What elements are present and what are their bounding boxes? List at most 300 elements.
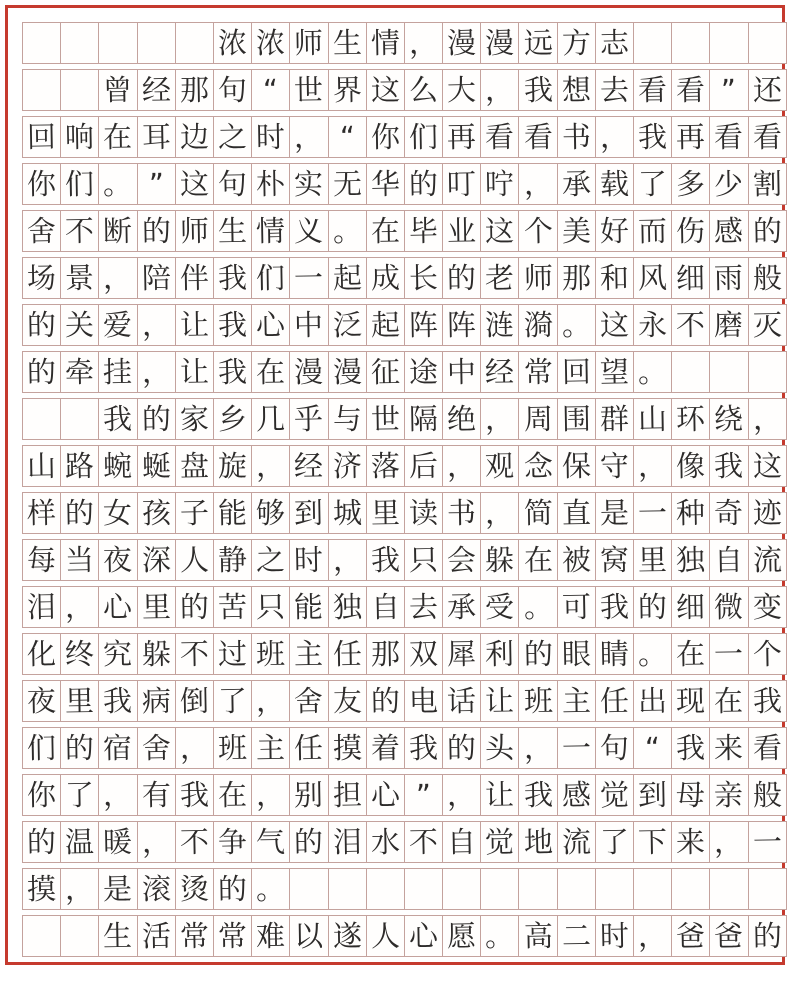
handwritten-character: 是 bbox=[103, 871, 133, 907]
handwritten-character: 流 bbox=[752, 542, 782, 578]
grid-cell bbox=[480, 352, 518, 392]
grid-cell bbox=[213, 775, 251, 815]
handwritten-character: 常 bbox=[217, 918, 248, 954]
handwritten-character: ” bbox=[415, 777, 432, 813]
handwritten-character: “ bbox=[644, 730, 661, 766]
text-row bbox=[22, 868, 787, 910]
handwritten-character: 不 bbox=[64, 213, 95, 249]
handwritten-character: 保 bbox=[561, 448, 592, 484]
grid-cell bbox=[709, 352, 747, 392]
grid-cell bbox=[595, 493, 633, 533]
handwritten-character: 愿 bbox=[446, 918, 477, 954]
handwritten-character: 舍 bbox=[141, 730, 171, 766]
grid-cell bbox=[633, 352, 671, 392]
handwritten-character: 去 bbox=[599, 72, 630, 108]
grid-cell bbox=[289, 164, 327, 204]
grid-cell bbox=[709, 117, 747, 157]
grid-cell bbox=[518, 634, 556, 674]
handwritten-character: 漫 bbox=[446, 25, 477, 61]
grid-cell bbox=[748, 775, 786, 815]
grid-cell bbox=[557, 352, 595, 392]
handwritten-character: ， bbox=[599, 119, 630, 155]
handwritten-character: 的 bbox=[26, 824, 57, 860]
grid-cell bbox=[366, 164, 404, 204]
handwritten-character: 看 bbox=[714, 119, 744, 155]
grid-cell bbox=[328, 117, 366, 157]
grid-cell bbox=[328, 258, 366, 298]
handwritten-character: 句 bbox=[217, 166, 248, 202]
grid-cell bbox=[671, 352, 709, 392]
grid-cell bbox=[518, 399, 556, 439]
handwritten-character: 被 bbox=[561, 542, 592, 578]
text-row bbox=[22, 774, 787, 816]
handwritten-character: 群 bbox=[599, 401, 630, 437]
grid-cell bbox=[404, 446, 442, 486]
handwritten-character: 的 bbox=[64, 495, 95, 531]
handwritten-character: 觉 bbox=[485, 824, 515, 860]
handwritten-character: 业 bbox=[446, 213, 477, 249]
grid-cell bbox=[633, 23, 671, 63]
grid-cell bbox=[442, 117, 480, 157]
handwritten-character: 我 bbox=[523, 777, 553, 813]
grid-cell bbox=[480, 258, 518, 298]
handwritten-character: 在 bbox=[255, 354, 286, 390]
grid-cell bbox=[137, 775, 175, 815]
handwritten-character: 自 bbox=[370, 589, 401, 625]
grid-cell bbox=[213, 23, 251, 63]
grid-cell bbox=[480, 540, 518, 580]
handwritten-character: 只 bbox=[408, 542, 439, 578]
grid-cell bbox=[213, 211, 251, 251]
grid-cell bbox=[23, 634, 60, 674]
handwritten-character: ， bbox=[523, 166, 553, 202]
handwritten-character: 我 bbox=[408, 730, 439, 766]
handwritten-character: 爸 bbox=[675, 918, 706, 954]
handwritten-character: 常 bbox=[179, 918, 210, 954]
grid-cell bbox=[671, 258, 709, 298]
handwritten-character: 而 bbox=[637, 213, 668, 249]
handwritten-character: 我 bbox=[179, 777, 210, 813]
grid-cell bbox=[557, 23, 595, 63]
handwritten-character: 你 bbox=[26, 777, 57, 813]
handwritten-character: 那 bbox=[561, 260, 592, 296]
handwritten-character: 睛 bbox=[599, 636, 630, 672]
grid-cell bbox=[671, 822, 709, 862]
handwritten-character: 经 bbox=[485, 354, 515, 390]
handwritten-character: 再 bbox=[675, 119, 706, 155]
grid-cell bbox=[633, 916, 671, 956]
grid-cell bbox=[518, 164, 556, 204]
handwritten-character: 乡 bbox=[217, 401, 248, 437]
grid-cell bbox=[60, 399, 98, 439]
grid-cell bbox=[60, 23, 98, 63]
grid-cell bbox=[404, 775, 442, 815]
handwritten-character: 简 bbox=[523, 495, 553, 531]
handwritten-character: 亲 bbox=[714, 777, 744, 813]
grid-cell bbox=[23, 211, 60, 251]
grid-cell bbox=[480, 164, 518, 204]
grid-cell bbox=[518, 70, 556, 110]
grid-cell bbox=[404, 211, 442, 251]
grid-cell bbox=[748, 493, 786, 533]
handwritten-character: 心 bbox=[408, 918, 439, 954]
handwritten-character: 到 bbox=[637, 777, 668, 813]
handwritten-character: 让 bbox=[485, 777, 515, 813]
handwritten-character: 中 bbox=[294, 307, 324, 343]
handwritten-character: 里 bbox=[64, 683, 95, 719]
handwritten-character: “ bbox=[262, 72, 279, 108]
handwritten-character: 人 bbox=[179, 542, 210, 578]
handwritten-character: 不 bbox=[179, 824, 210, 860]
handwritten-character: 种 bbox=[675, 495, 706, 531]
grid-cell bbox=[518, 117, 556, 157]
handwritten-character: 个 bbox=[752, 636, 782, 672]
handwritten-character: 细 bbox=[675, 260, 706, 296]
handwritten-character: 我 bbox=[370, 542, 401, 578]
handwritten-character: 眼 bbox=[561, 636, 592, 672]
handwritten-character: 深 bbox=[141, 542, 171, 578]
handwritten-character: 觉 bbox=[599, 777, 630, 813]
handwritten-character: 的 bbox=[752, 918, 782, 954]
grid-cell bbox=[442, 23, 480, 63]
grid-cell bbox=[251, 117, 289, 157]
handwritten-character: 暖 bbox=[103, 824, 133, 860]
grid-cell bbox=[175, 869, 213, 909]
handwritten-character: 一 bbox=[561, 730, 592, 766]
handwritten-character: 志 bbox=[599, 25, 630, 61]
handwritten-character: 受 bbox=[485, 589, 515, 625]
handwritten-character: 涟 bbox=[485, 307, 515, 343]
grid-cell bbox=[442, 352, 480, 392]
grid-cell bbox=[442, 587, 480, 627]
grid-cell bbox=[442, 258, 480, 298]
grid-cell bbox=[518, 822, 556, 862]
handwritten-character: 漫 bbox=[332, 354, 362, 390]
handwritten-character: 么 bbox=[408, 72, 439, 108]
handwritten-character: 滚 bbox=[141, 871, 171, 907]
grid-cell bbox=[366, 117, 404, 157]
grid-cell bbox=[98, 23, 136, 63]
grid-cell bbox=[137, 258, 175, 298]
grid-cell bbox=[671, 540, 709, 580]
handwritten-character: 不 bbox=[408, 824, 439, 860]
handwritten-character: 躲 bbox=[485, 542, 515, 578]
handwritten-character: 围 bbox=[561, 401, 592, 437]
grid-cell bbox=[748, 258, 786, 298]
handwritten-character: 蜿 bbox=[103, 448, 133, 484]
grid-cell bbox=[251, 164, 289, 204]
handwritten-character: 看 bbox=[637, 72, 668, 108]
handwritten-character: 无 bbox=[332, 166, 362, 202]
grid-cell bbox=[213, 869, 251, 909]
grid-cell bbox=[251, 540, 289, 580]
handwritten-character: 来 bbox=[675, 824, 706, 860]
grid-cell bbox=[404, 23, 442, 63]
grid-cell bbox=[709, 211, 747, 251]
handwritten-character: 之 bbox=[255, 542, 286, 578]
handwritten-character: ， bbox=[103, 777, 133, 813]
handwritten-character: 叮 bbox=[446, 166, 477, 202]
handwritten-character: 。 bbox=[332, 213, 362, 249]
grid-cell bbox=[442, 399, 480, 439]
grid-cell bbox=[137, 211, 175, 251]
handwritten-character: 是 bbox=[599, 495, 630, 531]
grid-cell bbox=[709, 164, 747, 204]
grid-cell bbox=[709, 681, 747, 721]
grid-cell bbox=[366, 587, 404, 627]
grid-cell bbox=[366, 775, 404, 815]
grid-cell bbox=[671, 681, 709, 721]
handwritten-character: 的 bbox=[523, 636, 553, 672]
grid-cell bbox=[98, 634, 136, 674]
handwritten-character: 绕 bbox=[714, 401, 744, 437]
grid-cell bbox=[98, 869, 136, 909]
handwritten-character: 会 bbox=[446, 542, 477, 578]
handwritten-character: 能 bbox=[294, 589, 324, 625]
handwritten-character: 你 bbox=[26, 166, 57, 202]
grid-cell bbox=[480, 23, 518, 63]
grid-cell bbox=[557, 117, 595, 157]
grid-cell bbox=[595, 446, 633, 486]
grid-cell bbox=[480, 822, 518, 862]
handwritten-character: 的 bbox=[446, 730, 477, 766]
grid-cell bbox=[748, 822, 786, 862]
handwritten-character: 。 bbox=[637, 636, 668, 672]
grid-cell bbox=[137, 399, 175, 439]
grid-cell bbox=[175, 446, 213, 486]
handwritten-character: 好 bbox=[599, 213, 630, 249]
text-row bbox=[22, 915, 787, 957]
grid-cell bbox=[518, 305, 556, 345]
handwritten-character: 让 bbox=[179, 307, 210, 343]
grid-cell bbox=[404, 869, 442, 909]
handwritten-character: 头 bbox=[485, 730, 515, 766]
grid-cell bbox=[595, 352, 633, 392]
handwritten-character: 班 bbox=[217, 730, 248, 766]
handwritten-character: 独 bbox=[332, 589, 362, 625]
grid-cell bbox=[23, 822, 60, 862]
handwritten-character: 一 bbox=[752, 824, 782, 860]
handwritten-character: 病 bbox=[141, 683, 171, 719]
handwritten-character: 任 bbox=[599, 683, 630, 719]
grid-cell bbox=[404, 681, 442, 721]
handwritten-character: 的 bbox=[217, 871, 248, 907]
grid-cell bbox=[366, 70, 404, 110]
grid-cell bbox=[480, 775, 518, 815]
grid-cell bbox=[251, 211, 289, 251]
handwritten-character: 了 bbox=[599, 824, 630, 860]
grid-cell bbox=[595, 258, 633, 298]
grid-cell bbox=[709, 587, 747, 627]
grid-cell bbox=[366, 493, 404, 533]
handwritten-character: 师 bbox=[179, 213, 210, 249]
grid-cell bbox=[748, 540, 786, 580]
handwritten-character: 割 bbox=[752, 166, 782, 202]
grid-cell bbox=[748, 70, 786, 110]
grid-cell bbox=[328, 681, 366, 721]
grid-cell bbox=[251, 258, 289, 298]
handwritten-character: 心 bbox=[370, 777, 401, 813]
handwritten-character: 们 bbox=[26, 730, 57, 766]
handwritten-character: 微 bbox=[714, 589, 744, 625]
text-row bbox=[22, 633, 787, 675]
handwritten-character: ， bbox=[752, 401, 782, 437]
text-row bbox=[22, 492, 787, 534]
handwritten-character: 泪 bbox=[332, 824, 362, 860]
grid-cell bbox=[23, 493, 60, 533]
handwritten-character: 毕 bbox=[408, 213, 439, 249]
grid-cell bbox=[328, 305, 366, 345]
grid-cell bbox=[251, 916, 289, 956]
grid-cell bbox=[748, 305, 786, 345]
handwritten-character: 自 bbox=[714, 542, 744, 578]
grid-cell bbox=[175, 399, 213, 439]
grid-cell bbox=[480, 869, 518, 909]
grid-cell bbox=[480, 305, 518, 345]
handwritten-character: 想 bbox=[561, 72, 592, 108]
title-row bbox=[22, 22, 787, 64]
handwritten-character: 看 bbox=[523, 119, 553, 155]
handwritten-character: 了 bbox=[637, 166, 668, 202]
handwritten-character: 地 bbox=[523, 824, 553, 860]
grid-cell bbox=[98, 822, 136, 862]
handwritten-character: 载 bbox=[599, 166, 630, 202]
handwritten-character: 盘 bbox=[179, 448, 210, 484]
grid-cell bbox=[23, 23, 60, 63]
grid-cell bbox=[213, 117, 251, 157]
handwritten-character: 我 bbox=[752, 683, 782, 719]
grid-cell bbox=[404, 916, 442, 956]
grid-cell bbox=[442, 305, 480, 345]
handwritten-character: 漫 bbox=[485, 25, 515, 61]
handwritten-character: 守 bbox=[599, 448, 630, 484]
grid-cell bbox=[98, 540, 136, 580]
grid-cell bbox=[23, 399, 60, 439]
handwritten-character: 灭 bbox=[752, 307, 782, 343]
grid-cell bbox=[404, 258, 442, 298]
handwritten-character: 生 bbox=[103, 918, 133, 954]
grid-cell bbox=[60, 634, 98, 674]
handwritten-character: 这 bbox=[485, 213, 515, 249]
grid-cell bbox=[98, 916, 136, 956]
grid-cell bbox=[442, 728, 480, 768]
grid-cell bbox=[23, 869, 60, 909]
grid-cell bbox=[251, 446, 289, 486]
handwritten-character: 人 bbox=[370, 918, 401, 954]
grid-cell bbox=[480, 399, 518, 439]
grid-cell bbox=[709, 399, 747, 439]
handwritten-character: 独 bbox=[675, 542, 706, 578]
handwritten-character: 几 bbox=[255, 401, 286, 437]
grid-cell bbox=[60, 258, 98, 298]
grid-cell bbox=[671, 399, 709, 439]
grid-cell bbox=[213, 822, 251, 862]
grid-cell bbox=[60, 446, 98, 486]
handwritten-character: 每 bbox=[26, 542, 57, 578]
handwritten-character: 女 bbox=[103, 495, 133, 531]
handwritten-character: 争 bbox=[217, 824, 248, 860]
grid-cell bbox=[98, 352, 136, 392]
text-row bbox=[22, 586, 787, 628]
handwritten-character: 我 bbox=[675, 730, 706, 766]
grid-cell bbox=[633, 211, 671, 251]
grid-cell bbox=[289, 211, 327, 251]
handwritten-character: 任 bbox=[332, 636, 362, 672]
grid-cell bbox=[328, 540, 366, 580]
grid-cell bbox=[595, 681, 633, 721]
grid-cell bbox=[213, 634, 251, 674]
handwritten-character: 情 bbox=[370, 25, 401, 61]
handwritten-character: 了 bbox=[217, 683, 248, 719]
grid-cell bbox=[137, 728, 175, 768]
grid-cell bbox=[175, 587, 213, 627]
handwritten-character: 的 bbox=[26, 354, 57, 390]
handwritten-character: 情 bbox=[255, 213, 286, 249]
grid-cell bbox=[595, 399, 633, 439]
handwritten-character: ， bbox=[64, 871, 95, 907]
grid-cell bbox=[518, 23, 556, 63]
grid-cell bbox=[289, 775, 327, 815]
handwritten-character: 过 bbox=[217, 636, 248, 672]
grid-cell bbox=[709, 775, 747, 815]
handwritten-character: 般 bbox=[752, 260, 782, 296]
grid-cell bbox=[709, 869, 747, 909]
handwritten-character: ， bbox=[141, 307, 171, 343]
grid-cell bbox=[633, 869, 671, 909]
grid-cell bbox=[137, 916, 175, 956]
grid-cell bbox=[748, 634, 786, 674]
grid-cell bbox=[328, 70, 366, 110]
handwritten-character: 绝 bbox=[446, 401, 477, 437]
grid-cell bbox=[213, 305, 251, 345]
grid-cell bbox=[251, 681, 289, 721]
grid-cell bbox=[175, 164, 213, 204]
handwritten-character: 的 bbox=[752, 213, 782, 249]
grid-cell bbox=[748, 23, 786, 63]
handwritten-character: 生 bbox=[217, 213, 248, 249]
grid-cell bbox=[251, 70, 289, 110]
handwritten-character: 界 bbox=[332, 72, 362, 108]
grid-cell bbox=[480, 117, 518, 157]
grid-cell bbox=[175, 916, 213, 956]
grid-cell bbox=[480, 587, 518, 627]
grid-cell bbox=[366, 23, 404, 63]
handwritten-character: 烫 bbox=[179, 871, 210, 907]
grid-cell bbox=[328, 23, 366, 63]
grid-cell bbox=[23, 305, 60, 345]
grid-cell bbox=[480, 681, 518, 721]
grid-cell bbox=[289, 493, 327, 533]
handwritten-character: 承 bbox=[446, 589, 477, 625]
handwritten-character: 念 bbox=[523, 448, 553, 484]
handwritten-character: 不 bbox=[179, 636, 210, 672]
handwritten-character: 这 bbox=[752, 448, 782, 484]
grid-cell bbox=[137, 540, 175, 580]
grid-cell bbox=[633, 540, 671, 580]
handwritten-character: 能 bbox=[217, 495, 248, 531]
handwritten-character: 担 bbox=[332, 777, 362, 813]
handwritten-character: 一 bbox=[637, 495, 668, 531]
grid-cell bbox=[23, 775, 60, 815]
handwritten-character: 只 bbox=[255, 589, 286, 625]
handwritten-character: 在 bbox=[675, 636, 706, 672]
grid-cell bbox=[137, 446, 175, 486]
handwritten-character: 朴 bbox=[255, 166, 286, 202]
handwritten-character: 个 bbox=[523, 213, 553, 249]
grid-cell bbox=[289, 399, 327, 439]
grid-cell bbox=[366, 822, 404, 862]
handwritten-character: 我 bbox=[217, 354, 248, 390]
